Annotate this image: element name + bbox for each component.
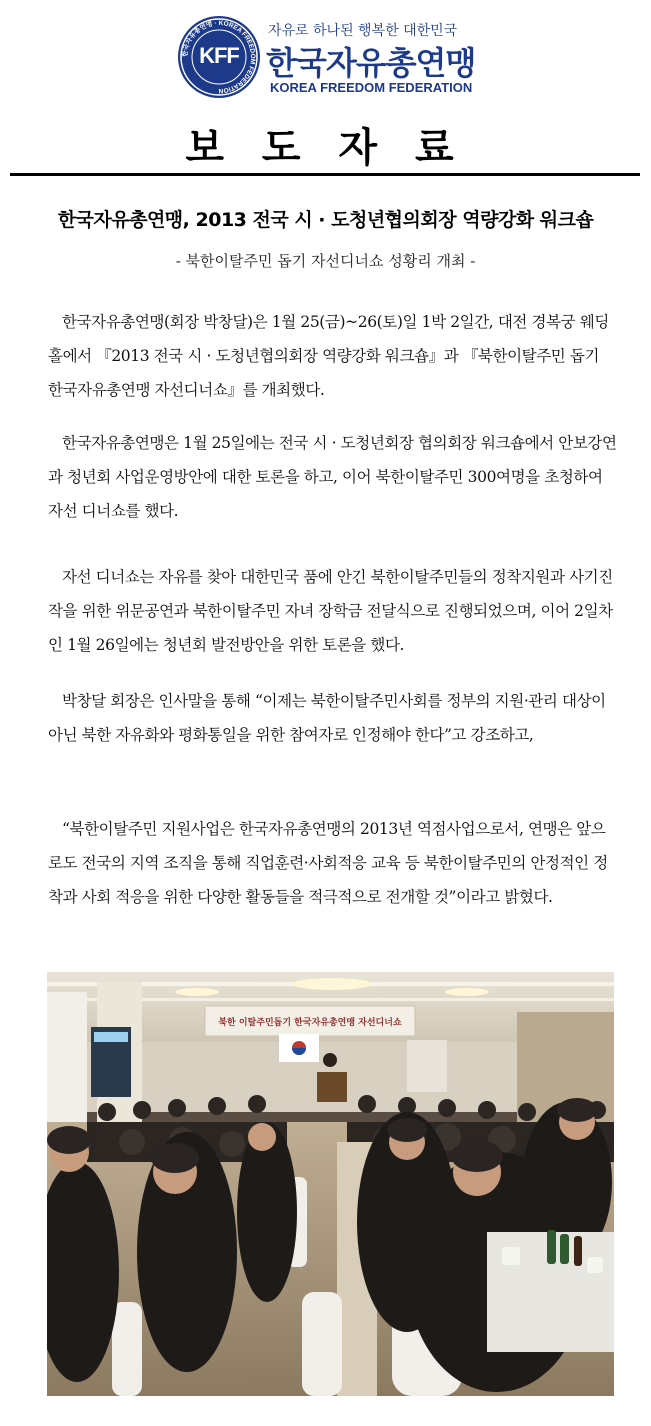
slogan: 자유로 하나된 행복한 대한민국 — [268, 23, 458, 39]
paragraph: 자선 디너쇼는 자유를 찾아 대한민국 품에 안긴 북한이탈주민들의 정착지원과 사기진작을 위한 위문공연과 북한이탈주민 자녀 장학금 전달식으로 진행되었으며, 이어 2일차인 1월 26일에는 청년회 발전방안을 위한 토론을 했다. — [48, 568, 613, 654]
org-name-en: KOREA FREEDOM FEDERATION — [270, 80, 473, 95]
paragraph: “북한이탈주민 지원사업은 한국자유총연맹의 2013년 역점사업으로서, 연맹은 앞으로도 전국의 지역 조직을 통해 직업훈련·사회적응 교육 등 북한이탈주민의 안정적인 정착과 사회 적응을 위한 다양한 활동들을 적극적으로 전개할 것”이라고 밝혔다. — [48, 820, 608, 906]
logo-kff-text: KFF — [199, 43, 239, 68]
letterhead — [0, 0, 651, 110]
org-name-ko: 한국자유총연맹 — [266, 44, 476, 82]
subheadline: - 북한이탈주민 돕기 자선디너쇼 성황리 개최 - — [175, 252, 476, 270]
paragraph: 한국자유총연맹은 1월 25일에는 전국 시 · 도청년회장 협의회장 워크숍에서 안보강연과 청년회 사업운영방안에 대한 토론을 하고, 이어 북한이탈주민 300여명을 초청하여 자선 디너쇼를 했다. — [48, 434, 617, 520]
press-release-title: 보 도 자 료 — [185, 125, 466, 171]
photo-banner-text: 북한 이탈주민돕기 한국자유총연맹 자선디너쇼 — [218, 1018, 402, 1028]
event-photo-illustration — [47, 972, 614, 1396]
kff-logo — [178, 16, 260, 98]
paragraph: 한국자유총연맹(회장 박창달)은 1월 25(금)~26(토)일 1박 2일간, 대전 경복궁 웨딩홀에서 『2013 전국 시 · 도청년협의회장 역량강화 워크숍』과 『북한이탈주민 돕기 한국자유총연맹 자선디너쇼』를 개최했다. — [48, 313, 609, 399]
title-divider — [10, 173, 640, 176]
svg-text:한국자유총연맹 · KOREA FREEDOM FEDERA: 한국자유총연맹 · KOREA FREEDOM FEDERATION — [181, 19, 257, 95]
paragraph: 박창달 회장은 인사말을 통해 “이제는 북한이탈주민사회를 정부의 지원·관리 대상이 아닌 북한 자유화와 평화통일을 위한 참여자로 인정해야 한다”고 강조하고, — [48, 692, 606, 744]
headline: 한국자유총연맹, 2013 전국 시 · 도청년협의회장 역량강화 워크숍 — [57, 209, 594, 231]
event-photo — [47, 972, 614, 1396]
